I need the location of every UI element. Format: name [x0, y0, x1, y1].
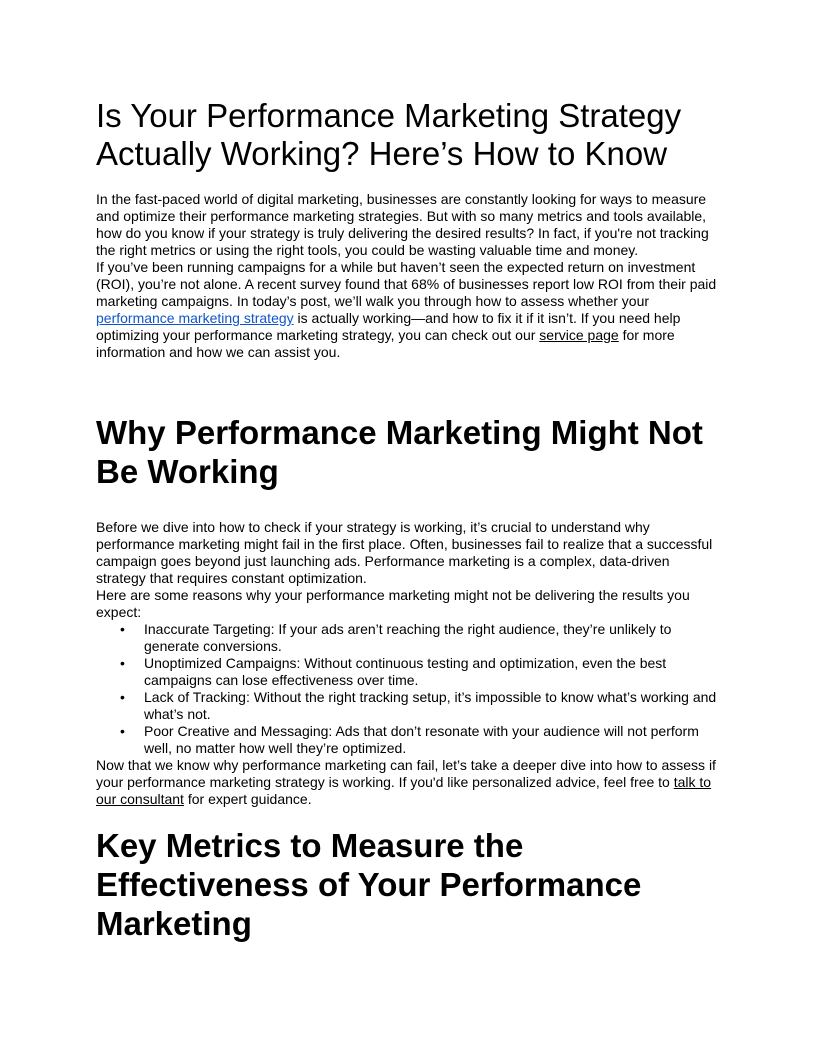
list-item: [96, 723, 722, 757]
document-title: Is Your Performance Marketing Strategy Actually Working? Here’s How to Know: [96, 97, 682, 172]
why-section-body: [96, 519, 722, 808]
heading-why-not-working: Why Performance Marketing Might Not Be Working: [96, 414, 703, 490]
service-page-link[interactable]: service page: [539, 327, 619, 343]
bullet-icon: •: [120, 723, 125, 739]
intro-paragraph-1: In the fast-paced world of digital marketing, businesses are constantly looking for ways to measure and optimize their performance marketing strategies. But with so many metrics and tools available, how do you know if your strategy is truly delivering the desired results? In fact, if you're not tracking the right metrics or using the right tools, you could be wasting valuable time and money.: [96, 191, 709, 258]
list-item: [96, 689, 722, 723]
list-item-text: Lack of Tracking: Without the right tracking setup, it’s impossible to know what’s working and what’s not.: [144, 689, 717, 722]
bullet-icon: •: [120, 621, 125, 637]
bullet-icon: •: [120, 689, 125, 705]
why-text-b: for expert guidance.: [183, 791, 312, 807]
intro-text-c: for more information and how we can assist you.: [96, 327, 675, 360]
why-text-a: Now that we know why performance marketing can fail, let’s take a deeper dive into how to assess if your performance marketing strategy is working. If you'd like personalized advice, feel free to: [96, 757, 716, 790]
why-paragraph-1: Before we dive into how to check if your strategy is working, it’s crucial to understand why performance marketing might fail in the first place. Often, businesses fail to realize that a successful campaign goes beyond just launching ads. Performance marketing is a complex, data-driven strategy that requires constant optimization.: [96, 519, 713, 586]
heading-key-metrics: Key Metrics to Measure the Effectiveness of Your Performance Marketing: [96, 827, 642, 942]
intro-section: [96, 191, 722, 361]
talk-to-consultant-link[interactable]: talk to our consultant: [96, 774, 712, 807]
reasons-list: [96, 621, 722, 757]
why-paragraph-3: [96, 757, 722, 808]
performance-marketing-strategy-link[interactable]: performance marketing strategy: [96, 310, 294, 326]
why-paragraph-2: Here are some reasons why your performance marketing might not be delivering the results you expect:: [96, 587, 690, 620]
list-item-text: Inaccurate Targeting: If your ads aren’t reaching the right audience, they’re unlikely to generate conversions.: [144, 621, 672, 654]
intro-text-b: is actually working—and how to fix it if it isn’t. If you need help optimizing your performance marketing strategy, you can check out our: [96, 310, 681, 343]
list-item: [96, 621, 722, 655]
bullet-icon: •: [120, 655, 125, 671]
list-item-text: Unoptimized Campaigns: Without continuous testing and optimization, even the best campaigns can lose effectiveness over time.: [144, 655, 667, 688]
list-item-text: Poor Creative and Messaging: Ads that don’t resonate with your audience will not perform well, no matter how well they’re optimized.: [144, 723, 699, 756]
list-item: [96, 655, 722, 689]
intro-text-a: If you’ve been running campaigns for a while but haven’t seen the expected return on investment (ROI), you’re not alone. A recent survey found that 68% of businesses report low ROI from their paid marketing campaigns. In today’s post, we’ll walk you through how to assess whether your: [96, 259, 717, 309]
intro-paragraph-2: [96, 259, 722, 361]
